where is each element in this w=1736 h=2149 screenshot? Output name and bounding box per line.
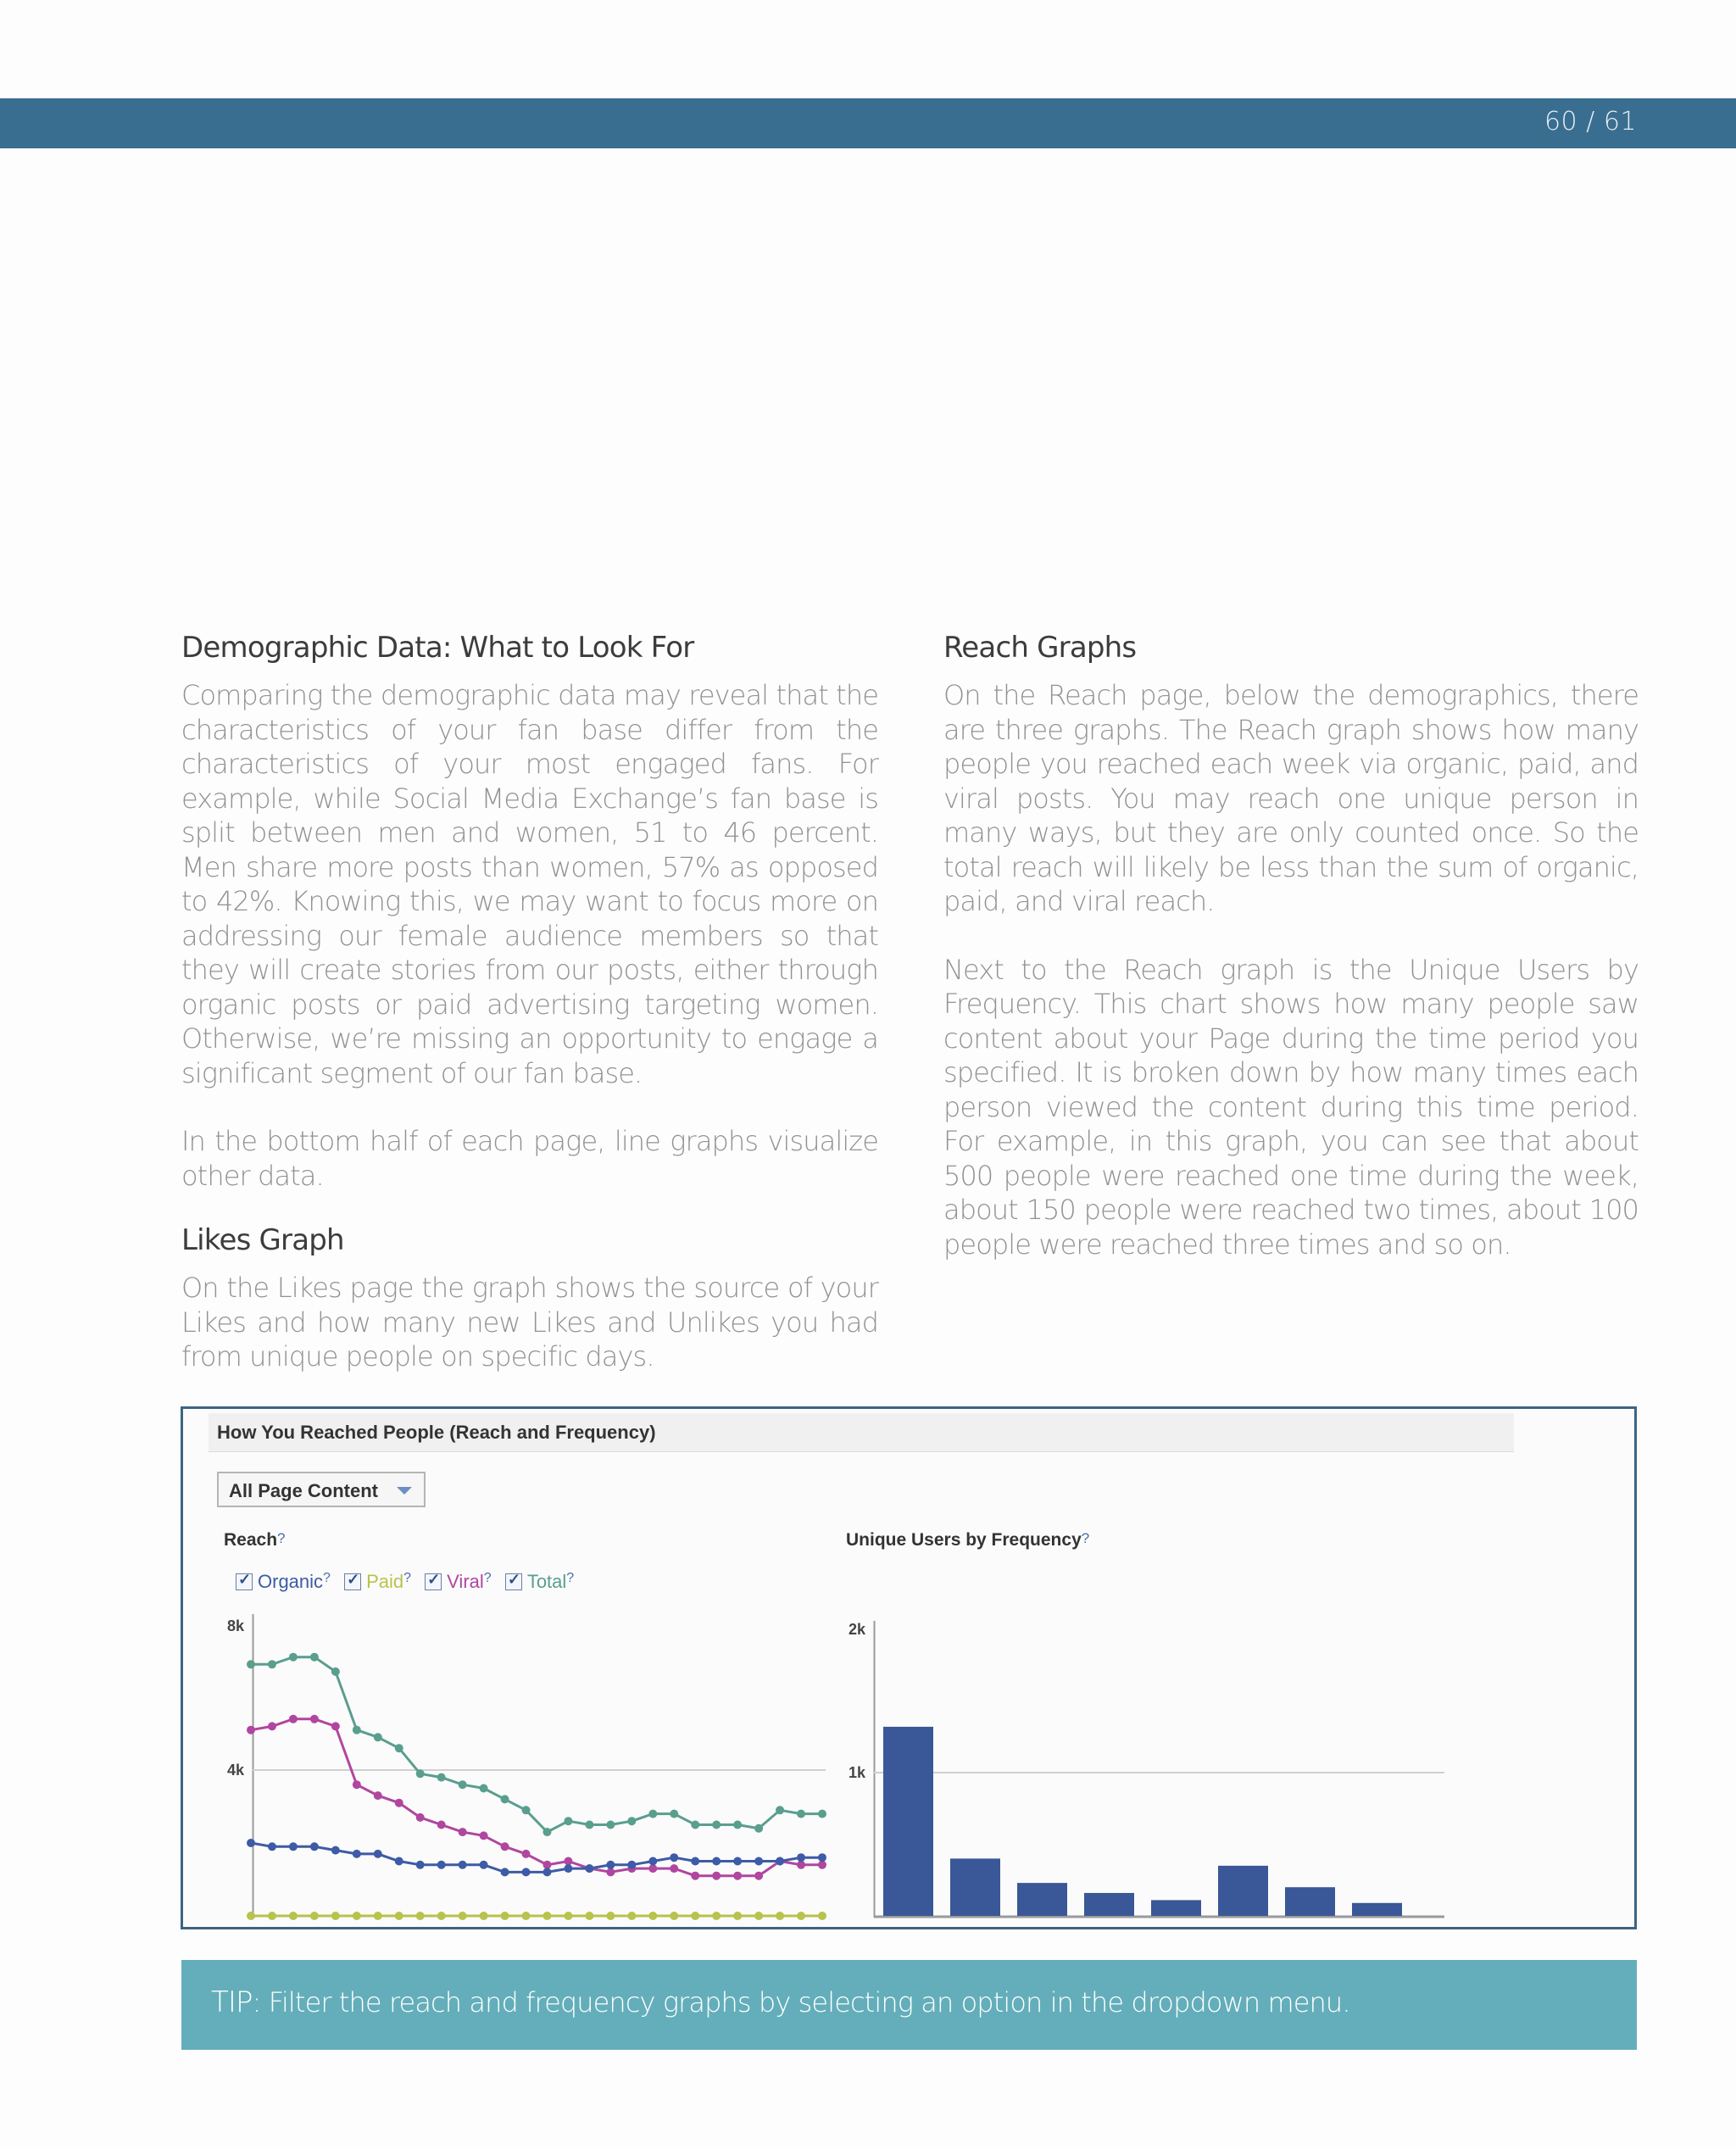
reach-point-viral: [691, 1872, 699, 1880]
reach-point-organic: [437, 1861, 446, 1869]
reach-point-paid: [459, 1912, 467, 1920]
reach-point-total: [459, 1780, 467, 1789]
reach-point-organic: [374, 1850, 382, 1858]
reach-point-viral: [459, 1828, 467, 1836]
reach-point-viral: [395, 1799, 403, 1807]
reach-point-paid: [818, 1912, 826, 1920]
header-bar: [0, 98, 1736, 148]
reach-point-total: [606, 1821, 615, 1829]
reach-point-paid: [353, 1912, 361, 1920]
reach-point-paid: [754, 1912, 763, 1920]
reach-point-organic: [627, 1861, 636, 1869]
reach-point-paid: [416, 1912, 425, 1920]
reach-point-paid: [331, 1912, 340, 1920]
frequency-bar-3: [1017, 1883, 1067, 1916]
reach-point-organic: [542, 1868, 551, 1876]
reach-paragraph: On the Reach page, below the demographics, there are three graphs. The Reach graph shows how many people you reached each week via organic, paid, and viral posts. You may reach one unique person in many ways, but they are only counted once. So the total reach will likely be less than the sum of organic, paid, and viral reach.: [943, 679, 1639, 917]
reach-point-organic: [416, 1861, 425, 1869]
reach-point-total: [670, 1810, 678, 1818]
reach-point-viral: [331, 1722, 340, 1730]
reach-point-organic: [501, 1868, 509, 1876]
reach-point-organic: [522, 1868, 531, 1876]
reach-point-paid: [542, 1912, 551, 1920]
frequency-bar-4: [1084, 1893, 1134, 1916]
help-icon[interactable]: ?: [277, 1530, 286, 1546]
reach-point-viral: [437, 1821, 446, 1829]
reach-point-total: [627, 1817, 636, 1825]
reach-point-organic: [648, 1857, 657, 1866]
reach-point-paid: [776, 1912, 784, 1920]
reach-point-organic: [606, 1861, 615, 1869]
reach-point-organic: [331, 1846, 340, 1855]
reach-point-total: [310, 1653, 319, 1662]
reach-point-paid: [395, 1912, 403, 1920]
reach-point-viral: [542, 1861, 551, 1869]
likes-paragraph: On the Likes page the graph shows the source of your Likes and how many new Likes and Unlikes you had from unique people on specific days.: [181, 1272, 878, 1372]
charts-canvas: [183, 1409, 1634, 1927]
reach-point-total: [289, 1653, 298, 1662]
reach-point-organic: [754, 1857, 763, 1866]
frequency-tick-label: 2k: [848, 1621, 865, 1638]
reach-point-paid: [564, 1912, 572, 1920]
reach-point-total: [712, 1821, 721, 1829]
reach-point-paid: [522, 1912, 531, 1920]
reach-point-total: [691, 1821, 699, 1829]
line-graphs-paragraph: In the bottom half of each page, line graphs visualize other data.: [181, 1125, 878, 1192]
reach-point-organic: [395, 1857, 403, 1866]
reach-point-organic: [776, 1857, 784, 1866]
reach-point-organic: [670, 1853, 678, 1862]
reach-point-organic: [818, 1853, 826, 1862]
reach-point-paid: [648, 1912, 657, 1920]
reach-point-total: [754, 1824, 763, 1833]
reach-point-organic: [247, 1839, 255, 1847]
tip-box: [181, 1960, 1637, 2050]
legend-paid[interactable]: ✓ Paid?: [344, 1571, 411, 1593]
reach-point-viral: [247, 1726, 255, 1734]
reach-frequency-screenshot: [181, 1406, 1637, 1929]
reach-point-total: [585, 1821, 593, 1829]
frequency-bar-5: [1151, 1900, 1201, 1916]
reach-point-paid: [606, 1912, 615, 1920]
reach-point-total: [247, 1660, 255, 1668]
reach-point-total: [268, 1660, 276, 1668]
right-column: [943, 629, 1639, 1261]
reach-point-viral: [818, 1861, 826, 1869]
reach-point-paid: [797, 1912, 805, 1920]
reach-point-paid: [247, 1912, 255, 1920]
tip-text: TIP: Filter the reach and frequency graphs by selecting an option in the dropdown menu.: [211, 1985, 1350, 2019]
reach-point-organic: [712, 1857, 721, 1866]
reach-point-total: [353, 1726, 361, 1734]
reach-point-viral: [606, 1868, 615, 1876]
reach-point-total: [733, 1821, 742, 1829]
reach-point-paid: [691, 1912, 699, 1920]
reach-tick-label: 4k: [226, 1762, 244, 1779]
reach-point-organic: [289, 1842, 298, 1851]
page-number: 60 / 61: [1544, 107, 1637, 136]
reach-point-viral: [310, 1715, 319, 1723]
demographic-paragraph: Comparing the demographic data may reveal that the characteristics of your fan base differ from the characteristics of your most engaged fans. For example, while Social Media Exchange’s fan base is split between men and women, 51 to 46 percent. Men share more posts than women, 57% as opposed to 42%. Knowing this, we may want to focus more on addressing our female audience members so that they will create stories from our posts, either through organic posts or paid advertising targeting women. Otherwise, we’re missing an opportunity to engage a significant segment of our fan base.: [181, 679, 878, 1089]
reach-point-viral: [374, 1791, 382, 1800]
reach-point-viral: [353, 1780, 361, 1789]
reach-point-viral: [754, 1872, 763, 1880]
reach-point-total: [818, 1810, 826, 1818]
reach-point-total: [501, 1795, 509, 1803]
reach-point-paid: [437, 1912, 446, 1920]
reach-point-paid: [501, 1912, 509, 1920]
reach-point-paid: [670, 1912, 678, 1920]
reach-point-organic: [564, 1864, 572, 1873]
reach-point-organic: [459, 1861, 467, 1869]
reach-heading: Reach Graphs: [943, 631, 1137, 665]
reach-point-paid: [585, 1912, 593, 1920]
figure-title: How You Reached People (Reach and Frequency): [217, 1422, 656, 1443]
legend-viral[interactable]: ✓ Viral?: [425, 1571, 492, 1593]
reach-point-paid: [310, 1912, 319, 1920]
reach-point-total: [542, 1828, 551, 1836]
likes-heading: Likes Graph: [181, 1223, 344, 1257]
reach-point-paid: [480, 1912, 488, 1920]
frequency-tick-label: 1k: [848, 1764, 865, 1781]
reach-point-paid: [289, 1912, 298, 1920]
reach-point-paid: [268, 1912, 276, 1920]
help-icon[interactable]: ?: [1081, 1530, 1090, 1546]
frequency-bar-6: [1218, 1866, 1268, 1916]
reach-point-viral: [797, 1861, 805, 1869]
frequency-bar-1: [883, 1727, 933, 1916]
reach-point-paid: [712, 1912, 721, 1920]
reach-point-total: [797, 1810, 805, 1818]
reach-point-total: [648, 1810, 657, 1818]
reach-point-total: [374, 1733, 382, 1741]
reach-point-viral: [648, 1864, 657, 1873]
reach-point-viral: [733, 1872, 742, 1880]
reach-point-total: [480, 1784, 488, 1793]
reach-point-total: [437, 1773, 446, 1782]
reach-point-organic: [797, 1853, 805, 1862]
reach-point-organic: [480, 1861, 488, 1869]
reach-point-total: [331, 1667, 340, 1676]
reach-point-organic: [691, 1857, 699, 1866]
frequency-bar-2: [950, 1858, 1000, 1916]
dropdown-value: All Page Content: [229, 1480, 379, 1501]
reach-point-organic: [310, 1842, 319, 1851]
frequency-bar-8: [1352, 1903, 1402, 1916]
reach-point-viral: [564, 1857, 572, 1866]
reach-point-paid: [374, 1912, 382, 1920]
reach-point-organic: [733, 1857, 742, 1866]
reach-point-viral: [712, 1872, 721, 1880]
reach-chart-title: Reach?: [224, 1530, 286, 1550]
reach-point-viral: [268, 1722, 276, 1730]
frequency-bar-7: [1285, 1887, 1335, 1916]
reach-point-viral: [501, 1842, 509, 1851]
reach-tick-label: 8k: [226, 1617, 244, 1634]
reach-point-viral: [416, 1813, 425, 1822]
demographic-heading: Demographic Data: What to Look For: [181, 631, 694, 665]
reach-point-total: [776, 1806, 784, 1814]
reach-point-total: [522, 1806, 531, 1814]
frequency-paragraph: Next to the Reach graph is the Unique Users by Frequency. This chart shows how many people saw content about your Page during the time period you specified. It is broken down by how many times each person viewed the content during this time period. For example, in this graph, you can see that about 500 people were reached one time during the week, about 150 people were reached two times, about 100 people were reached three times and so on.: [943, 953, 1639, 1261]
frequency-chart-title: Unique Users by Frequency?: [846, 1530, 1090, 1550]
reach-point-total: [416, 1769, 425, 1778]
reach-point-total: [395, 1744, 403, 1752]
reach-point-viral: [522, 1850, 531, 1858]
reach-point-paid: [733, 1912, 742, 1920]
reach-point-organic: [585, 1864, 593, 1873]
left-column: [181, 629, 878, 1374]
reach-point-organic: [353, 1850, 361, 1858]
reach-point-total: [564, 1817, 572, 1825]
reach-point-paid: [627, 1912, 636, 1920]
reach-point-viral: [480, 1831, 488, 1840]
reach-point-viral: [670, 1864, 678, 1873]
reach-point-organic: [268, 1842, 276, 1851]
reach-line-total: [251, 1657, 822, 1832]
legend-organic[interactable]: ✓Organic?: [236, 1571, 331, 1593]
reach-point-viral: [289, 1715, 298, 1723]
legend-total[interactable]: ✓ Total?: [505, 1571, 574, 1593]
